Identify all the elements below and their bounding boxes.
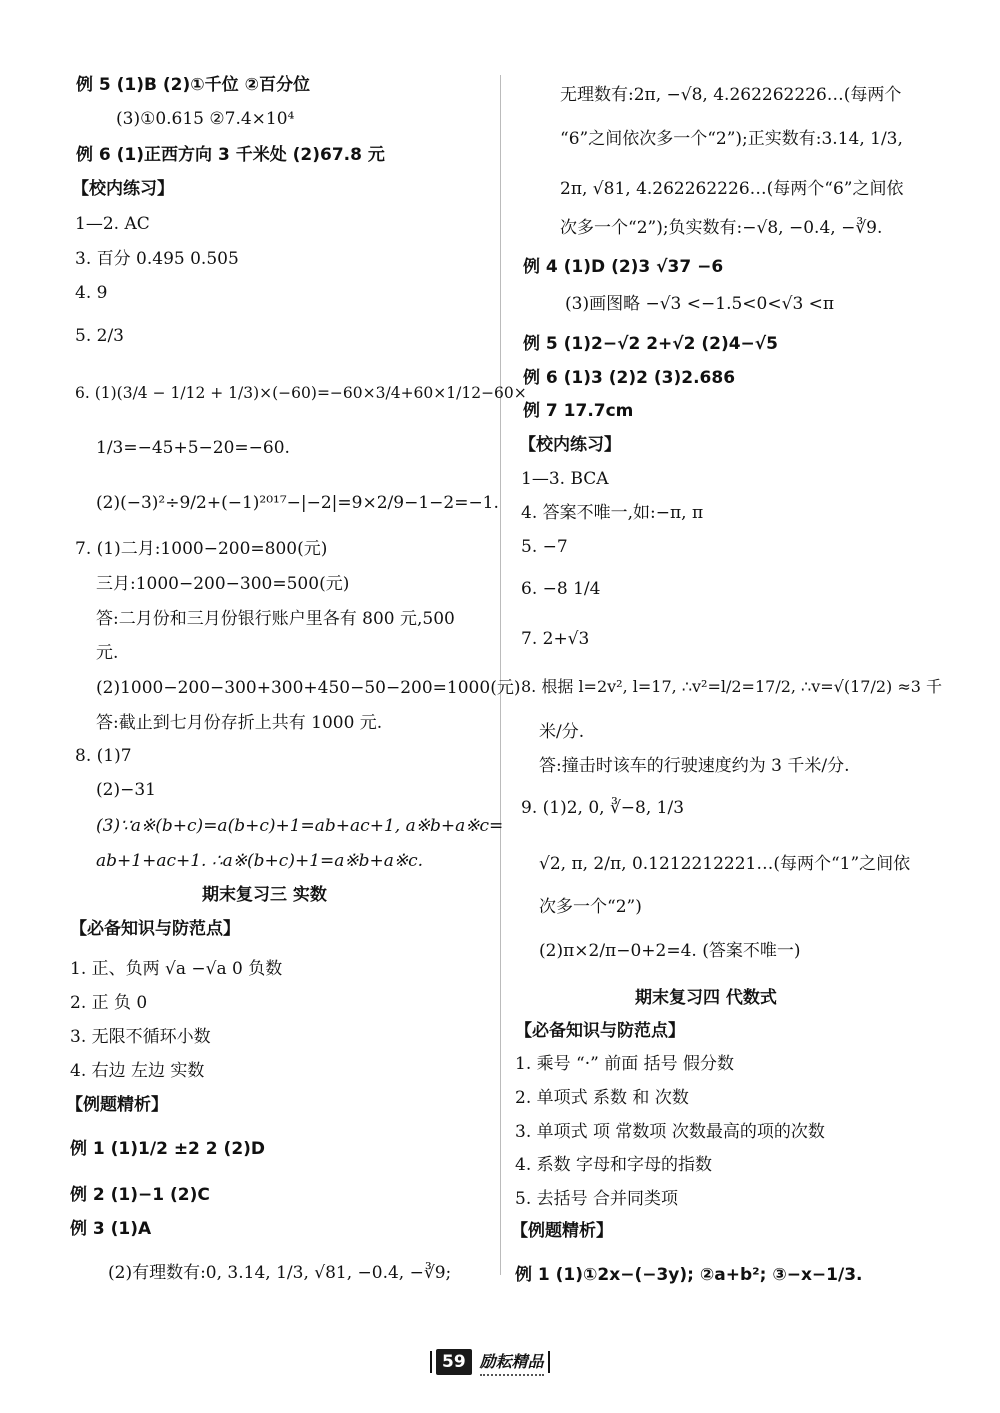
section-heading: 【必备知识与防范点】 (70, 919, 240, 939)
answer-line: 例 7 17.7cm (523, 401, 634, 421)
chapter-title: 期末复习四 代数式 (635, 988, 777, 1008)
answer-line: 3. 百分 0.495 0.505 (75, 249, 239, 269)
answer-line: 无理数有:2π, −√8, 4.262262226…(每两个 (560, 85, 902, 105)
page-footer (426, 1346, 554, 1378)
answer-line: 答:二月份和三月份银行账户里各有 800 元,500 (96, 609, 455, 629)
section-heading: 【必备知识与防范点】 (515, 1021, 685, 1041)
answer-line: “6”之间依次多一个“2”);正实数有:3.14, 1/3, (560, 129, 903, 149)
answer-line: 4. 右边 左边 实数 (70, 1061, 205, 1081)
answer-line: 2. 单项式 系数 和 次数 (515, 1088, 689, 1108)
answer-line: 1/3=−45+5−20=−60. (96, 438, 290, 458)
section-heading: 【例题精析】 (511, 1221, 613, 1241)
answer-line: 3. 无限不循环小数 (70, 1027, 211, 1047)
answer-line: (2)(−3)²÷9/2+(−1)²⁰¹⁷−|−2|=9×2/9−1−2=−1. (96, 493, 499, 513)
footer-bar-left (430, 1351, 432, 1373)
answer-line: 1. 正、负两 √a −√a 0 负数 (70, 959, 283, 979)
answer-line: 次多一个“2”) (539, 897, 642, 917)
answer-line: 三月:1000−200−300=500(元) (96, 574, 350, 594)
answer-line: 6. −8 1/4 (521, 579, 601, 599)
answer-line: 米/分. (539, 722, 585, 742)
answer-line: (3)画图略 −√3 <−1.5<0<√3 <π (565, 294, 835, 314)
answer-line: 4. 答案不唯一,如:−π, π (521, 503, 704, 523)
answer-line: 5. −7 (521, 537, 568, 557)
answer-line: (3)∵a※(b+c)=a(b+c)+1=ab+ac+1, a※b+a※c= (96, 816, 504, 836)
answer-line: 2π, √81, 4.262262226…(每两个“6”之间依 (560, 179, 904, 199)
answer-line: 3. 单项式 项 常数项 次数最高的项的次数 (515, 1122, 825, 1142)
answer-line: 8. (1)7 (75, 746, 132, 766)
answer-line: (2)π×2/π−0+2=4. (答案不唯一) (539, 941, 801, 961)
footer-bar-right (548, 1351, 550, 1373)
answer-line: 元. (96, 643, 119, 663)
answer-line: 例 6 (1)正西方向 3 千米处 (2)67.8 元 (76, 145, 385, 165)
answer-line: (2)−31 (96, 780, 156, 800)
answer-line: 2. 正 负 0 (70, 993, 148, 1013)
answer-line: 9. (1)2, 0, ∛−8, 1/3 (521, 798, 685, 818)
section-heading: 【例题精析】 (66, 1095, 168, 1115)
answer-line: 例 5 (1)B (2)①千位 ②百分位 (76, 75, 310, 95)
answer-line: ab+1+ac+1. ∴a※(b+c)+1=a※b+a※c. (96, 851, 424, 871)
answer-line: 例 1 (1)1/2 ±2 2 (2)D (70, 1139, 266, 1159)
answer-line: 5. 去括号 合并同类项 (515, 1189, 679, 1209)
answer-line: 例 2 (1)−1 (2)C (70, 1185, 210, 1205)
answer-line: (3)①0.615 ②7.4×10⁴ (116, 109, 295, 129)
answer-line: 答:截止到七月份存折上共有 1000 元. (96, 713, 383, 733)
answer-line: 1—2. AC (75, 214, 150, 234)
answer-line: 例 6 (1)3 (2)2 (3)2.686 (523, 368, 736, 388)
brand-logo-text: 励耘精品 (480, 1349, 544, 1376)
answer-line: 答:撞击时该车的行驶速度约为 3 千米/分. (539, 756, 850, 776)
answer-line: 7. 2+√3 (521, 629, 590, 649)
answer-line: 次多一个“2”);负实数有:−√8, −0.4̇, −∛9. (560, 218, 883, 238)
answer-line: 1—3. BCA (521, 469, 609, 489)
answer-line: 5. 2/3 (75, 326, 124, 346)
answer-line: 1. 乘号 “·” 前面 括号 假分数 (515, 1054, 735, 1074)
answer-line: 8. 根据 l=2v², l=17, ∴v²=l/2=17/2, ∴v=√(17/2) ≈3 千 (521, 677, 943, 696)
page-number: 59 (436, 1349, 472, 1375)
answer-line: 例 4 (1)D (2)3 √37 −6 (523, 257, 724, 277)
chapter-title: 期末复习三 实数 (202, 885, 327, 905)
section-heading: 【校内练习】 (72, 179, 174, 199)
answer-line: 例 1 (1)①2x−(−3y); ②a+b²; ③−x−1/3. (515, 1265, 863, 1285)
answer-line: √2, π, 2/π, 0.1212212221…(每两个“1”之间依 (539, 854, 911, 874)
answer-line: 6. (1)(3/4 − 1/12 + 1/3)×(−60)=−60×3/4+60×1/12−60× (75, 384, 527, 402)
answer-line: 4. 系数 字母和字母的指数 (515, 1155, 713, 1175)
column-divider (500, 75, 501, 1275)
section-heading: 【校内练习】 (519, 435, 621, 455)
answer-line: 例 5 (1)2−√2 2+√2 (2)4−√5 (523, 334, 778, 354)
answer-line: 7. (1)二月:1000−200=800(元) (75, 539, 328, 559)
answer-line: 例 3 (1)A (70, 1219, 152, 1239)
answer-line: (2)有理数有:0, 3.14, 1/3, √81, −0.4̇, −∛9; (108, 1263, 452, 1283)
answer-line: (2)1000−200−300+300+450−50−200=1000(元) (96, 678, 521, 698)
answer-line: 4. 9 (75, 283, 108, 303)
